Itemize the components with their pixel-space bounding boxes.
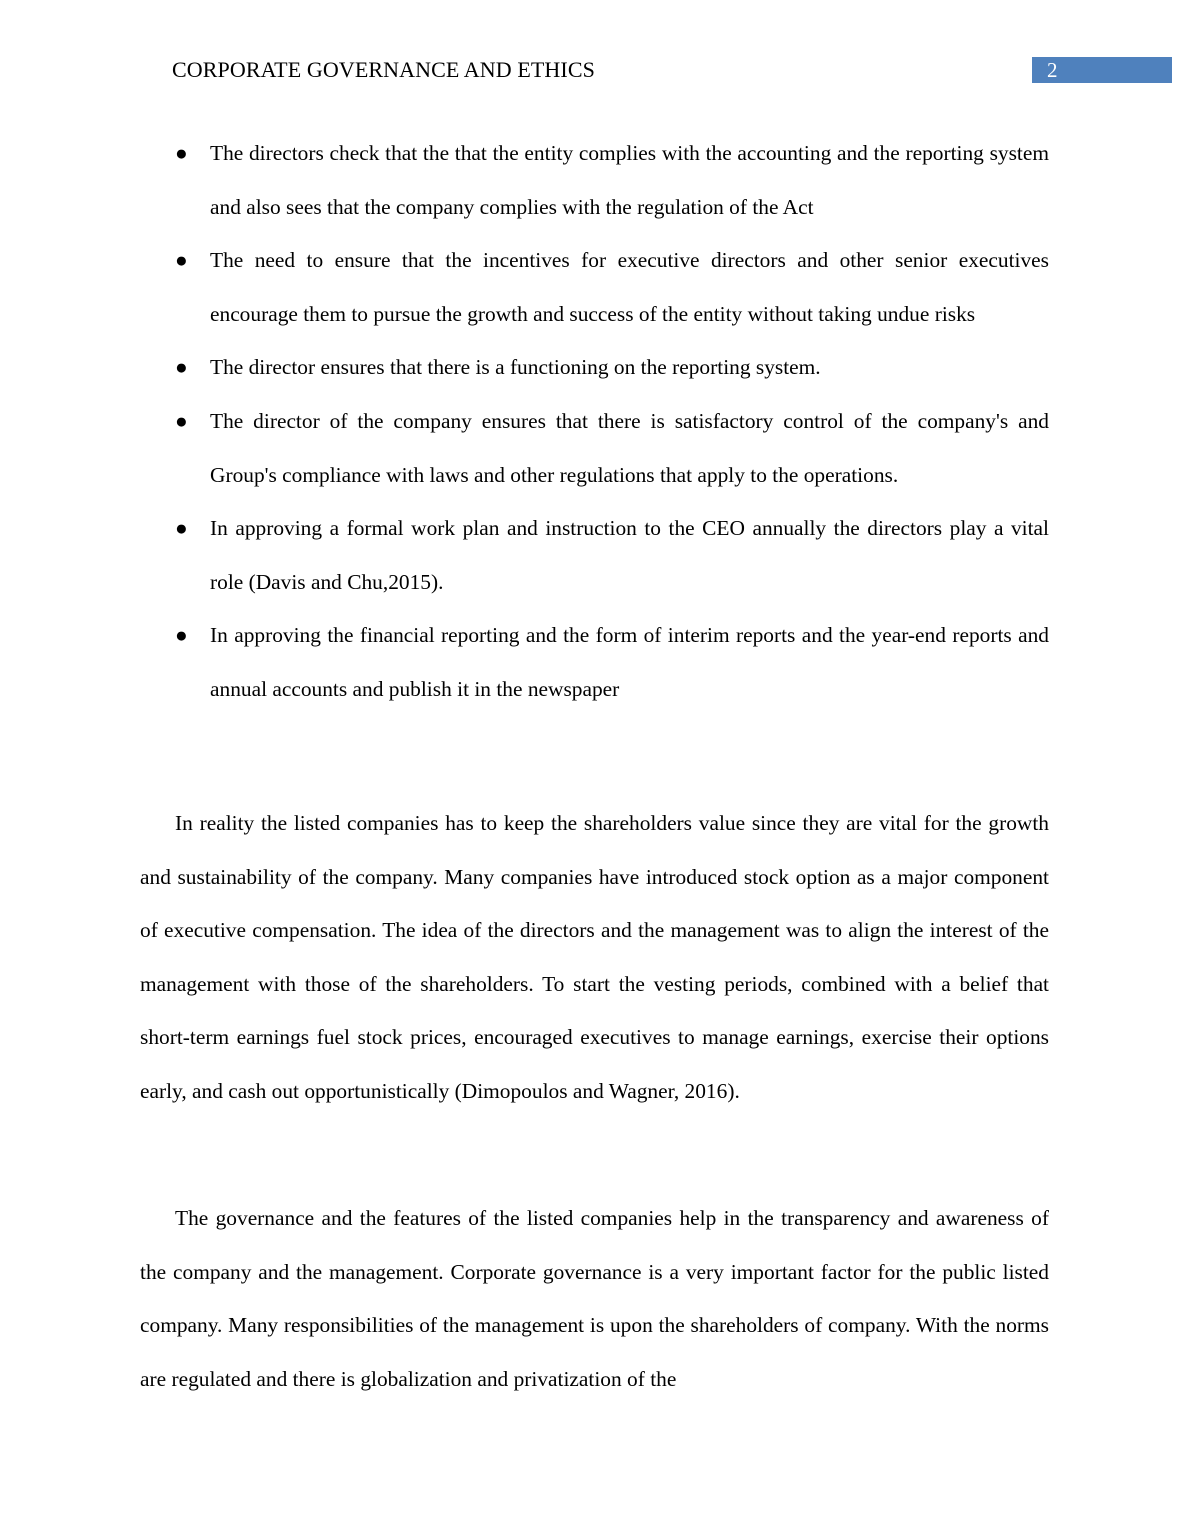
list-item-text: The director ensures that there is a functioning on the reporting system.	[210, 355, 821, 380]
bullet-icon: ●	[175, 248, 188, 273]
bullet-icon: ●	[175, 141, 188, 165]
bullet-icon: ●	[175, 516, 188, 541]
list-item	[140, 609, 1049, 716]
list-item	[140, 127, 1049, 234]
bullet-icon: ●	[175, 623, 188, 648]
list-item-text: In approving a formal work plan and instruction to the CEO annually the directors play a vital role (Davis and Chu,2015).	[210, 516, 1049, 594]
page-number: 2	[1032, 57, 1172, 83]
list-item	[140, 395, 1049, 502]
list-item	[140, 234, 1049, 341]
list-item-text: The directors check that the that the entity complies with the accounting and the reporting system and also sees that the company complies with the regulation of the Act	[210, 141, 1049, 219]
body-paragraph-governance-features: The governance and the features of the listed companies help in the transparency and awareness of the company and the management. Corporate governance is a very important factor for the public listed company. Many responsibilities of the management is upon the shareholders of company. With the norms are regulated and there is globalization and privatization of the	[140, 1206, 1049, 1391]
running-header: CORPORATE GOVERNANCE AND ETHICS	[172, 57, 595, 82]
body-paragraph-shareholder-value: In reality the listed companies has to keep the shareholders value since they are vital for the growth and sustainability of the company. Many companies have introduced stock option as a major component of executive compensation. The idea of the directors and the management was to align the interest of the management with those of the shareholders. To start the vesting periods, combined with a belief that short-term earnings fuel stock prices, encouraged executives to manage earnings, exercise their options early, and cash out opportunistically (Dimopoulos and Wagner, 2016).	[140, 811, 1049, 1103]
bullet-icon: ●	[175, 408, 188, 433]
list-item-text: The need to ensure that the incentives for executive directors and other senior executives encourage them to pursue the growth and success of the entity without taking undue risks	[210, 248, 1049, 326]
list-item-text: In approving the financial reporting and the form of interim reports and the year-end reports and annual accounts and publish it in the newspaper	[210, 623, 1049, 701]
bullet-icon: ●	[175, 355, 188, 380]
list-item	[140, 341, 1049, 395]
list-item-text: The director of the company ensures that there is satisfactory control of the company's and Group's compliance with laws and other regulations that apply to the operations.	[210, 408, 1049, 487]
list-item	[140, 502, 1049, 609]
duties-bullet-list	[140, 127, 1049, 717]
